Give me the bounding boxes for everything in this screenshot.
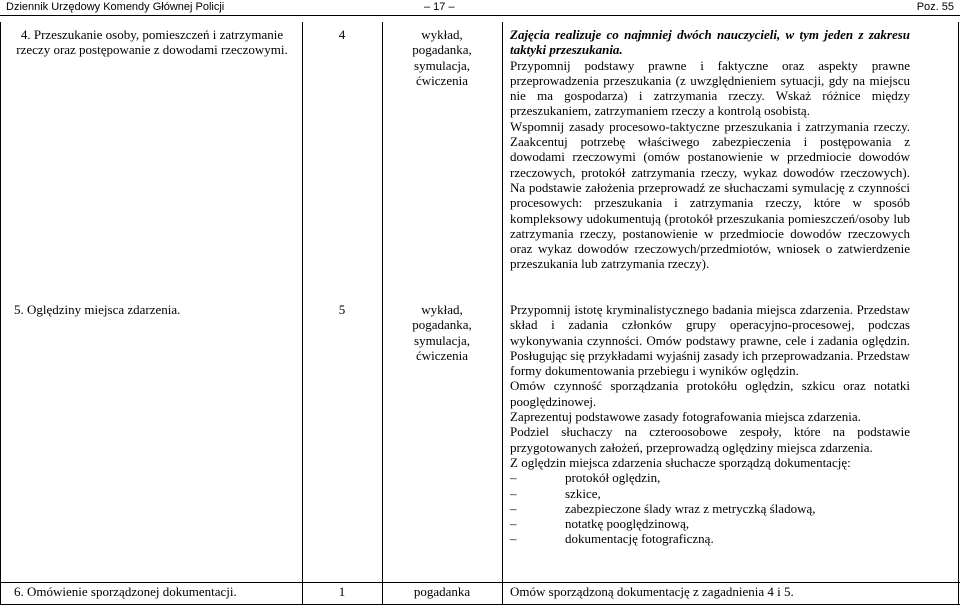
content-paragraph: Omów czynność sporządzania protokółu oględzin, szkicu oraz notatki pooględzinowej. bbox=[510, 378, 910, 409]
list-item-text: szkice, bbox=[565, 485, 601, 501]
forms-5 bbox=[382, 302, 502, 363]
page-number: – 17 – bbox=[424, 1, 455, 13]
hours-5: 5 bbox=[338, 302, 346, 317]
hours-4: 4 bbox=[338, 27, 346, 42]
table-border-bottom bbox=[0, 604, 960, 605]
content-paragraph: Z oględzin miejsca zdarzenia słuchacze sporządzą dokumentację: bbox=[510, 454, 851, 470]
hours-6: 1 bbox=[338, 584, 346, 599]
content-6: Omów sporządzoną dokumentację z zagadnienia 4 i 5. bbox=[510, 584, 794, 599]
list-item-text: zabezpieczone ślady wraz z metryczką śladową, bbox=[565, 500, 816, 516]
content-paragraph: Przypomnij podstawy prawne i faktyczne oraz aspekty prawne przeprowadzenia przeszukania (z uwzględnieniem sytuacji, gdy na miejscu nie ma gospodarza) i zatrzymania rzeczy. Wskaż różnice między przeszukaniem, zatrzymaniem rzeczy a kontrolą osobistą. bbox=[510, 57, 910, 119]
content-note: Zajęcia realizuje co najmniej dwóch nauczycieli, w tym jeden z zakresu taktyki przeszukania. bbox=[510, 27, 910, 58]
content-paragraph: Przypomnij istotę kryminalistycznego badania miejsca zdarzenia. Przedstaw skład i zadania członków grupy operacyjno-procesowej, podczas wykonywania czynności. Omów podstawy prawne, cele i zadania oględzin. Posługując się przykładami wyjaśnij zasady ich przeprowadzania. Przedstaw formy dokumentowania przebiegu i wyników oględzin. bbox=[510, 302, 910, 379]
header-rule bbox=[0, 15, 960, 16]
forms-4 bbox=[382, 27, 502, 88]
list-item bbox=[510, 516, 910, 531]
content-5 bbox=[510, 302, 910, 547]
table-border-left bbox=[0, 22, 1, 605]
form-item: ćwiczenia bbox=[416, 72, 468, 88]
journal-title: Dziennik Urzędowy Komendy Głównej Policji bbox=[6, 1, 225, 13]
topic-6: 6. Omówienie sporządzonej dokumentacji. bbox=[14, 584, 237, 599]
list-item-text: dokumentację fotograficzną. bbox=[565, 531, 714, 547]
form-item: symulacja, bbox=[414, 332, 470, 348]
list-dash: – bbox=[510, 470, 517, 486]
content-4 bbox=[510, 27, 910, 272]
form-item: pogadanka bbox=[413, 584, 471, 599]
column-divider-1 bbox=[302, 22, 303, 605]
list-item-text: notatkę pooględzinową, bbox=[565, 516, 690, 532]
row-divider bbox=[0, 582, 960, 583]
position-number: Poz. 55 bbox=[916, 1, 954, 13]
list-dash: – bbox=[510, 485, 517, 501]
form-item: wykład, bbox=[421, 27, 463, 42]
content-paragraph: Wspomnij zasady procesowo-taktyczne przeszukania i zatrzymania rzeczy. Zaakcentuj potrzebę właściwego zabezpieczenia i postępowania z dowodami rzeczowymi (omów postanowienie w przedmiocie dowodów rzeczowych, protokół zatrzymania rzeczy, wykaz dowodów rzeczowych). Na podstawie założenia przeprowadź ze słuchaczami symulację z czynności procesowych: przeszukania i zatrzymania rzeczy, które w sposób kompleksowy udokumentują (protokół przeszukania pomieszczeń/osoby lub zatrzymania rzeczy, postanowienie w przedmiocie dowodów rzeczowych oraz wykaz dowodów rzeczowych/przedmiotów, wniosek o zatwierdzenie przeszukania lub zatrzymania rzeczy). bbox=[510, 118, 910, 272]
form-item: pogadanka, bbox=[412, 317, 472, 333]
list-item bbox=[510, 470, 910, 485]
form-item: ćwiczenia bbox=[416, 347, 468, 363]
topic-4: 4. Przeszukanie osoby, pomieszczeń i zatrzymanie rzeczy oraz postępowanie z dowodami rzeczowymi. bbox=[16, 27, 288, 58]
topic-5: 5. Oględziny miejsca zdarzenia. bbox=[14, 302, 181, 317]
list-item bbox=[510, 501, 910, 516]
list-item-text: protokół oględzin, bbox=[565, 470, 661, 486]
form-item: symulacja, bbox=[414, 57, 470, 73]
table-border-right bbox=[958, 22, 959, 605]
page-header bbox=[0, 0, 960, 15]
form-item: pogadanka, bbox=[412, 42, 472, 58]
content-paragraph: Podziel słuchaczy na czteroosobowe zespoły, które na podstawie przygotowanych założeń, przeprowadzą oględziny miejsca zdarzenia. bbox=[510, 424, 910, 455]
form-item: wykład, bbox=[421, 302, 463, 317]
list-dash: – bbox=[510, 516, 517, 532]
list-item bbox=[510, 531, 910, 546]
content-paragraph: Zaprezentuj podstawowe zasady fotografowania miejsca zdarzenia. bbox=[510, 409, 861, 425]
list-dash: – bbox=[510, 531, 517, 547]
column-divider-3 bbox=[502, 22, 503, 605]
list-item bbox=[510, 486, 910, 501]
list-dash: – bbox=[510, 500, 517, 516]
